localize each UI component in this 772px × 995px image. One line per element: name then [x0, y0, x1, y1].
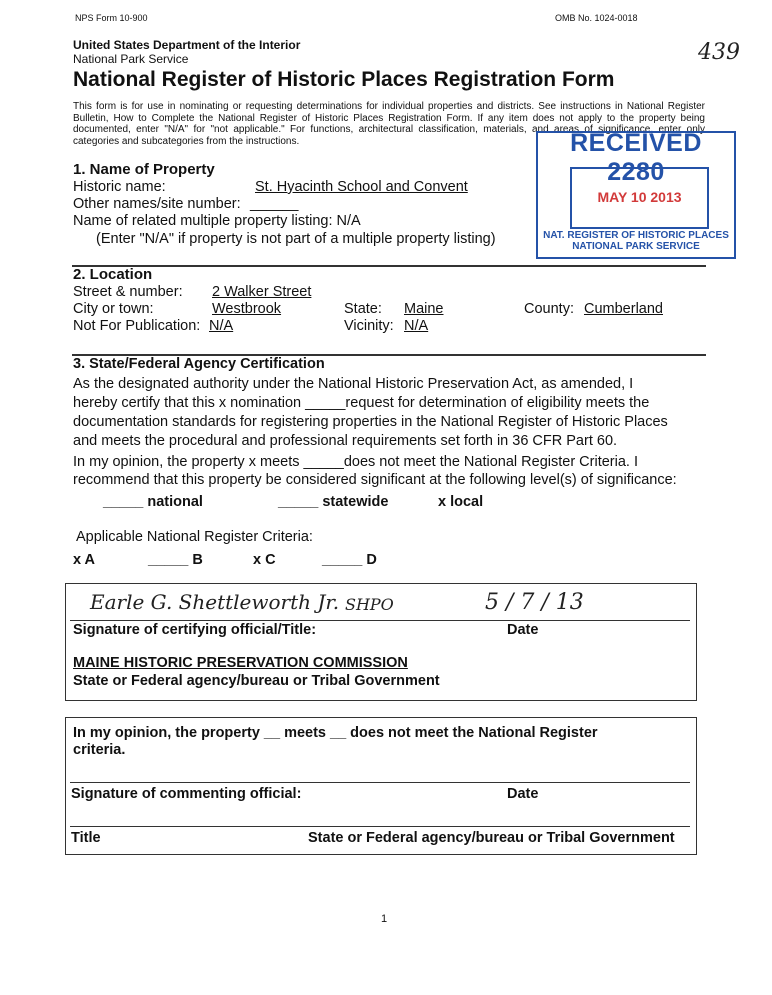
street-label: Street & number: [73, 284, 183, 300]
commenting-opinion: criteria. [73, 742, 126, 758]
state-label: State: [344, 301, 382, 317]
handwritten-signature: Earle G. Shettleworth Jr. [90, 590, 340, 614]
instructions: This form is for use in nominating or requesting determinations for individual properties and districts. See instructions in National Register Bulletin, How to Complete the National Register of Historic Places Registration Form. If any item does not apply to the property being documented, enter "N/A" for "not applicable." For functions, architectural classification, materials, and areas of significance, enter only categories and subcategories from the instructions. [73, 101, 705, 147]
handwritten-title: SHPO [345, 595, 394, 614]
commenting-signature-label: Signature of commenting official: [71, 786, 302, 802]
nfp-label: Not For Publication: [73, 318, 201, 334]
other-names-value: ______ [250, 196, 299, 212]
date-label: Date [507, 622, 539, 638]
commenting-agency-label: State or Federal agency/bureau or Tribal Government [308, 830, 675, 846]
criterion-b: _____ B [148, 552, 203, 568]
stamp-line2: NATIONAL PARK SERVICE [572, 241, 700, 252]
omb-number: OMB No. 1024-0018 [555, 13, 638, 23]
vicinity-value: N/A [404, 318, 429, 334]
level-statewide: _____ statewide [278, 494, 389, 510]
cert-text: As the designated authority under the National Historic Preservation Act, as amended, I [73, 376, 634, 392]
county-label: County: [524, 301, 574, 317]
handwritten-date: 5 / 7 / 13 [485, 590, 584, 615]
page-number: 1 [381, 913, 388, 925]
multiple-listing-value: N/A [336, 213, 361, 229]
divider [72, 265, 706, 267]
cert-text: hereby certify that this x nomination _____request for determination of eligibility meets the [73, 395, 650, 411]
cert-text: and meets the procedural and professional requirements set forth in 36 CFR Part 60. [73, 433, 618, 449]
signature-line [70, 782, 690, 783]
form-number: NPS Form 10-900 [75, 13, 148, 23]
criteria-label: Applicable National Register Criteria: [76, 529, 313, 545]
cert-text: documentation standards for registering properties in the National Register of Historic Places [73, 414, 668, 430]
received-stamp [536, 131, 736, 259]
signature-label: Signature of certifying official/Title: [73, 622, 317, 638]
street-value: 2 Walker Street [212, 284, 312, 300]
title-line [70, 826, 690, 827]
agency-label: State or Federal agency/bureau or Tribal Government [73, 673, 440, 689]
commenting-opinion: In my opinion, the property __ meets __ does not meet the National Register [73, 725, 598, 741]
stamp-received: RECEIVED 2280 [570, 129, 702, 186]
vicinity-label: Vicinity: [344, 318, 394, 334]
stamp-date: MAY 10 2013 [597, 189, 682, 205]
historic-name-label: Historic name: [73, 179, 166, 195]
state-value: Maine [404, 301, 444, 317]
city-label: City or town: [73, 301, 154, 317]
page-title: National Register of Historic Places Registration Form [73, 68, 615, 91]
other-names-label: Other names/site number: [73, 196, 241, 212]
commenting-title-label: Title [71, 830, 101, 846]
criterion-d: _____ D [322, 552, 377, 568]
stamp-line1: NAT. REGISTER OF HISTORIC PLACES [543, 230, 729, 241]
level-national: _____ national [103, 494, 203, 510]
section2-heading: 2. Location [73, 266, 153, 283]
department: United States Department of the Interior [73, 38, 301, 52]
service: National Park Service [73, 52, 189, 66]
multiple-listing-label: Name of related multiple property listing: [73, 213, 333, 229]
section1-heading: 1. Name of Property [73, 161, 215, 178]
opinion-text: recommend that this property be considered significant at the following level(s) of significance: [73, 472, 677, 488]
criterion-a: x A [73, 552, 96, 568]
handwritten-number: 439 [698, 40, 740, 65]
signature-line [70, 620, 690, 621]
level-local: x local [438, 494, 484, 510]
city-value: Westbrook [212, 301, 282, 317]
historic-name-value: St. Hyacinth School and Convent [255, 179, 468, 195]
county-value: Cumberland [584, 301, 663, 317]
criterion-c: x C [253, 552, 276, 568]
opinion-text: In my opinion, the property x meets _____does not meet the National Register Criteria. I [73, 454, 638, 470]
multiple-listing-note: (Enter "N/A" if property is not part of a multiple property listing) [96, 231, 496, 247]
commenting-date-label: Date [507, 786, 539, 802]
agency-name: MAINE HISTORIC PRESERVATION COMMISSION [73, 655, 408, 671]
section3-heading: 3. State/Federal Agency Certification [73, 356, 325, 372]
nfp-value: N/A [209, 318, 234, 334]
